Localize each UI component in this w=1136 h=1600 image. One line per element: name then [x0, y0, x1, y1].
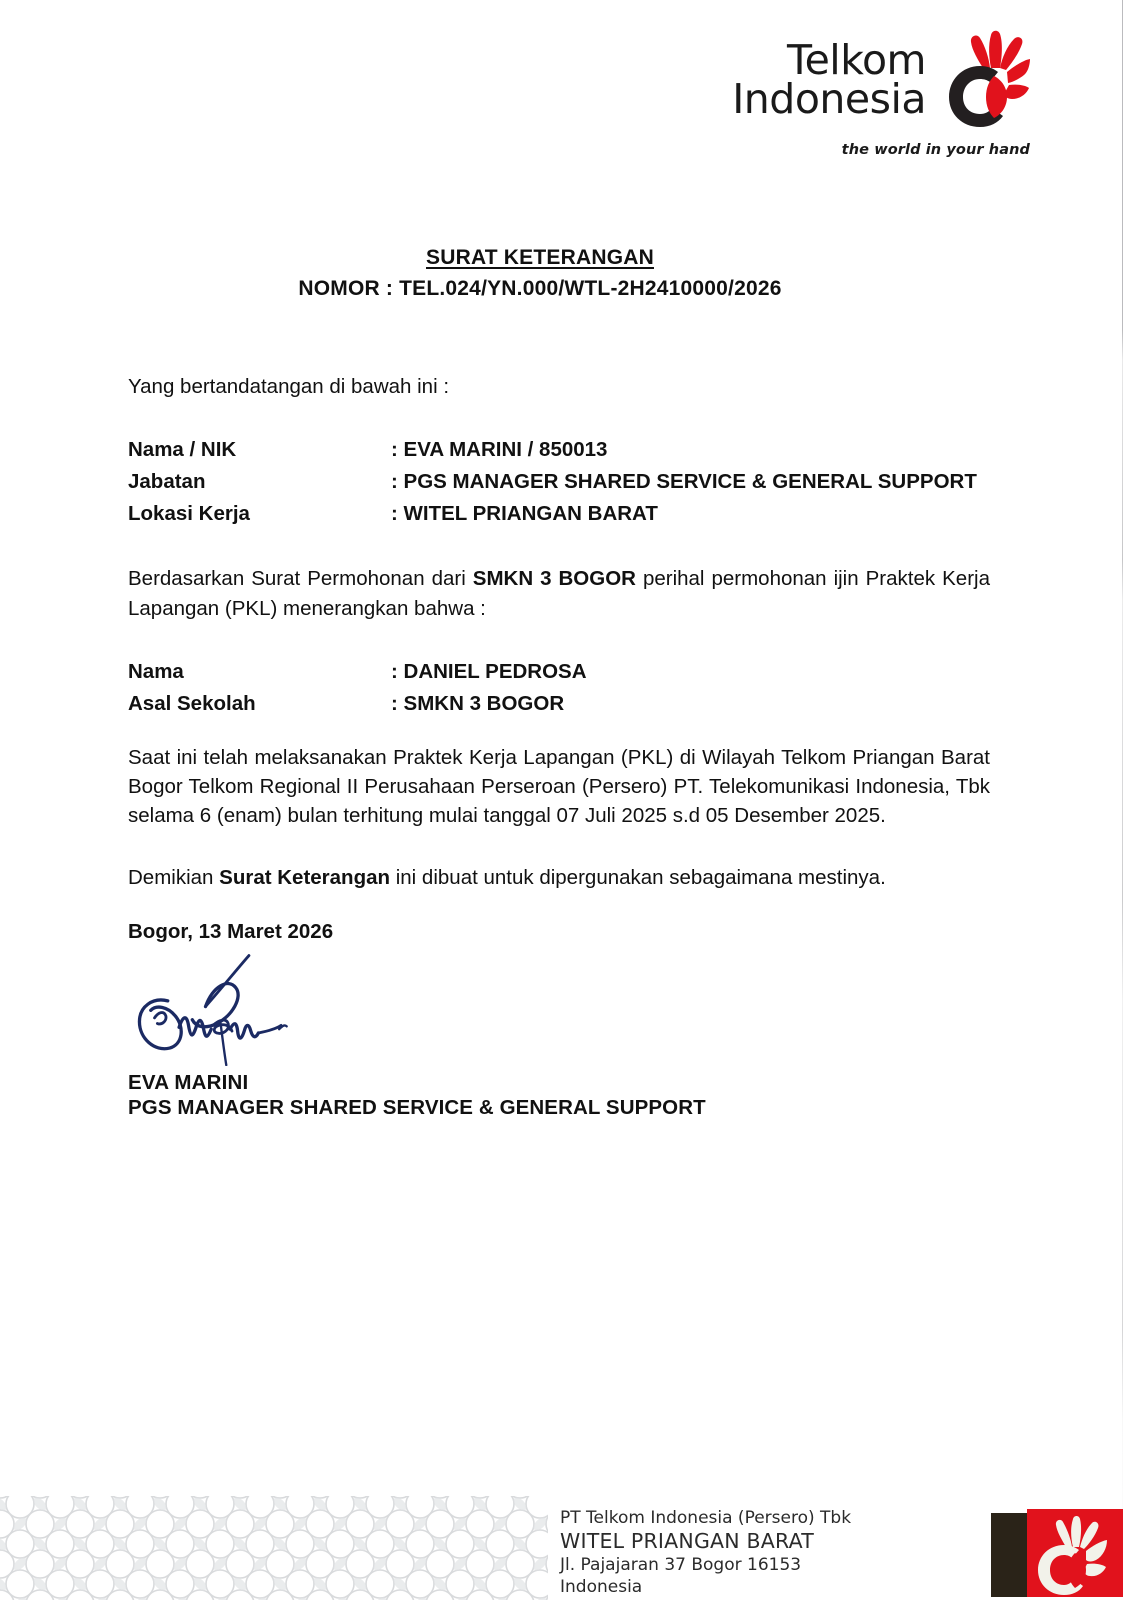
footer-street: Jl. Pajajaran 37 Bogor 16153 — [560, 1555, 802, 1576]
telkom-tagline: the world in your hand — [841, 142, 1030, 158]
paragraph-closing — [128, 863, 990, 892]
field-label: Jabatan — [128, 470, 206, 494]
telkom-logo — [730, 28, 1030, 132]
field-label: Nama — [128, 659, 184, 683]
field-row — [128, 689, 990, 718]
title-number: NOMOR : TEL.024/YN.000/WTL-2H2410000/2026 — [298, 277, 782, 300]
field-row — [128, 499, 990, 528]
student-identity-block — [128, 657, 990, 718]
signer-identity-block — [128, 435, 990, 528]
basis-school: SMKN 3 BOGOR — [472, 567, 636, 591]
footer-unit: WITEL PRIANGAN BARAT — [560, 1529, 814, 1554]
brand-line-1: Telkom — [787, 35, 926, 84]
lede-text: Yang bertandatangan di bawah ini : — [128, 375, 450, 398]
field-value: : PGS MANAGER SHARED SERVICE & GENERAL SUPPORT — [391, 470, 977, 494]
title-heading: SURAT KETERANGAN — [426, 246, 654, 269]
signature-block — [128, 920, 748, 1120]
footer-company: PT Telkom Indonesia (Persero) Tbk — [560, 1507, 852, 1528]
signer-name: EVA MARINI — [128, 1071, 249, 1094]
field-value: : SMKN 3 BOGOR — [391, 691, 565, 715]
handwritten-signature-icon — [130, 948, 347, 1066]
footer-address — [560, 1508, 851, 1598]
closing-post: ini dibuat untuk dipergunakan sebagaimana mestinya. — [390, 866, 886, 890]
signature-place-date: Bogor, 13 Maret 2026 — [128, 920, 334, 943]
field-value: : WITEL PRIANGAN BARAT — [391, 502, 658, 526]
closing-pre: Demikian — [128, 866, 220, 890]
telkom-wordmark — [732, 35, 926, 123]
document-body — [128, 372, 990, 913]
basis-pre: Berdasarkan Surat Permohonan dari — [128, 567, 473, 591]
footer-telkom-mark-icon — [987, 1503, 1123, 1600]
telkom-hand-icon — [934, 28, 1030, 132]
field-label: Asal Sekolah — [128, 691, 256, 715]
document-title — [0, 246, 1080, 301]
scan-edge-line — [1122, 0, 1123, 1600]
letterhead — [730, 28, 1030, 158]
field-row — [128, 657, 990, 686]
closing-bold: Surat Keterangan — [219, 866, 391, 890]
field-label: Lokasi Kerja — [128, 502, 250, 526]
signer-position: PGS MANAGER SHARED SERVICE & GENERAL SUPPORT — [128, 1096, 706, 1119]
field-label: Nama / NIK — [128, 438, 237, 462]
basis-post: perihal permohonan ijin Praktek Kerja Lapangan (PKL) menerangkan bahwa : — [128, 567, 990, 620]
paragraph-statement: Saat ini telah melaksanakan Praktek Kerja Lapangan (PKL) di Wilayah Telkom Priangan Barat Bogor Telkom Regional II Perusahaan Perseroan (Persero) PT. Telekomunikasi Indonesia, Tbk selama 6 (enam) bulan terhitung mulai tanggal 07 Juli 2025 s.d 05 Desember 2025. — [128, 745, 990, 828]
brand-line-2: Indonesia — [732, 75, 926, 123]
field-row — [128, 435, 990, 464]
paragraph-basis — [128, 564, 990, 622]
field-value: : EVA MARINI / 850013 — [391, 438, 608, 462]
field-row — [128, 467, 990, 496]
footer-decorative-pattern — [0, 1484, 548, 1600]
footer-country: Indonesia — [560, 1576, 643, 1597]
field-value: : DANIEL PEDROSA — [391, 659, 587, 683]
